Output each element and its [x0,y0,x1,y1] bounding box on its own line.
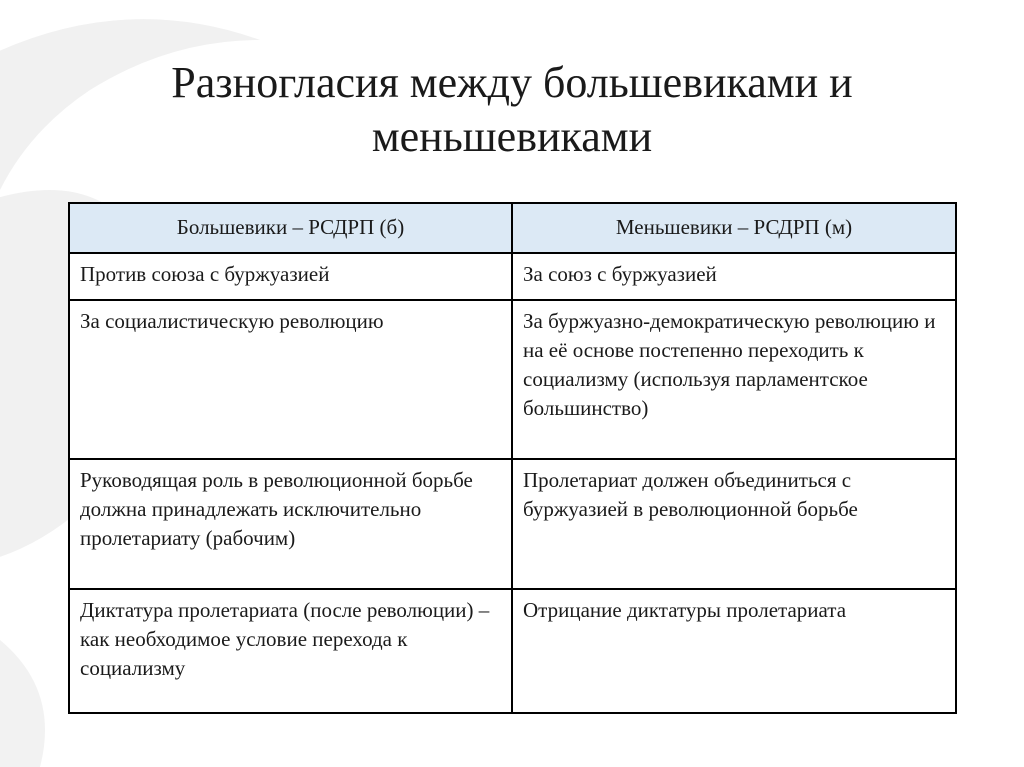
header-bolsheviks: Большевики – РСДРП (б) [69,203,512,253]
cell-mensheviks: Отрицание диктатуры пролетариата [512,589,956,713]
comparison-table-container [68,202,955,714]
table-row [69,589,956,713]
table-header-row [69,203,956,253]
cell-mensheviks: За буржуазно-демократическую революцию и на её основе постепенно переходить к социализму (используя парламентское большинство) [512,300,956,459]
comparison-table [68,202,957,714]
page-title [0,56,1024,164]
header-mensheviks: Меньшевики – РСДРП (м) [512,203,956,253]
decor-arc-bottom [0,640,45,767]
cell-mensheviks: Пролетариат должен объединиться с буржуазией в революционной борьбе [512,459,956,589]
page-title-line-1: Разногласия между большевиками и [171,58,853,107]
cell-bolsheviks: Против союза с буржуазией [69,253,512,300]
table-row [69,300,956,459]
cell-bolsheviks: За социалистическую революцию [69,300,512,459]
page-title-line-2: меньшевиками [371,112,653,161]
table-row [69,253,956,300]
cell-bolsheviks: Диктатура пролетариата (после революции) – как необходимое условие перехода к социализму [69,589,512,713]
cell-bolsheviks: Руководящая роль в революционной борьбе должна принадлежать исключительно пролетариату (рабочим) [69,459,512,589]
table-row [69,459,956,589]
cell-mensheviks: За союз с буржуазией [512,253,956,300]
